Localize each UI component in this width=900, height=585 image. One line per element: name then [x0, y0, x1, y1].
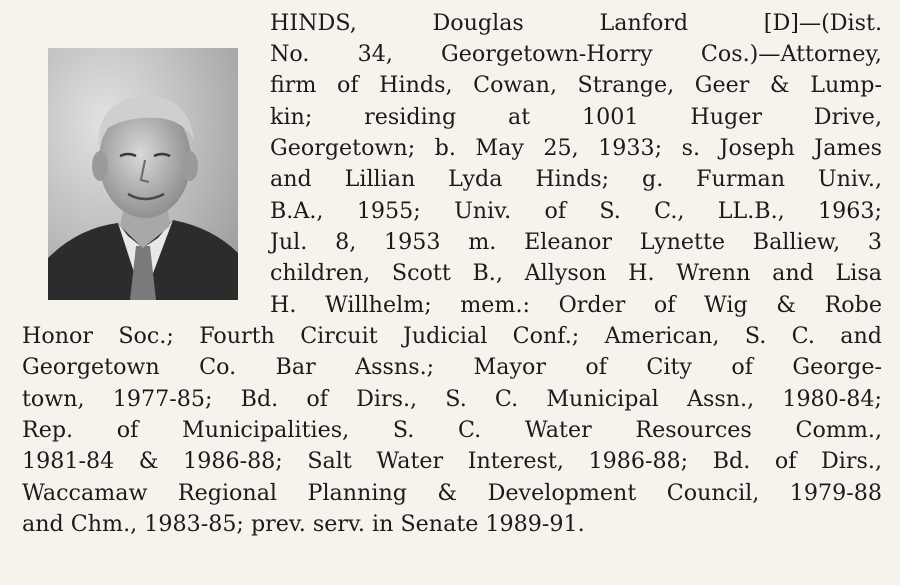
- text-line-7: B.A., 1955; Univ. of S. C., LL.B., 1963;: [270, 198, 882, 224]
- text-line-14: Rep. of Municipalities, S. C. Water Resources Comm.,: [22, 417, 882, 443]
- text-line-10: H. Willhelm; mem.: Order of Wig & Robe: [270, 292, 882, 318]
- text-line-4: kin; residing at 1001 Huger Drive,: [270, 104, 882, 130]
- text-line-9: children, Scott B., Allyson H. Wrenn and Lisa: [270, 260, 882, 286]
- text-line-12: Georgetown Co. Bar Assns.; Mayor of City of George-: [22, 354, 882, 380]
- text-line-6: and Lillian Lyda Hinds; g. Furman Univ.,: [270, 166, 882, 192]
- text-line-17: and Chm., 1983-85; prev. serv. in Senate 1989-91.: [22, 511, 585, 537]
- text-line-16: Waccamaw Regional Planning & Development Council, 1979-88: [22, 480, 882, 506]
- text-line-13: town, 1977-85; Bd. of Dirs., S. C. Municipal Assn., 1980-84;: [22, 386, 882, 412]
- text-line-11: Honor Soc.; Fourth Circuit Judicial Conf.; American, S. C. and: [22, 323, 882, 349]
- text-line-15: 1981-84 & 1986-88; Salt Water Interest, 1986-88; Bd. of Dirs.,: [22, 448, 882, 474]
- text-line-8: Jul. 8, 1953 m. Eleanor Lynette Balliew, 3: [270, 229, 882, 255]
- portrait-photo: [48, 48, 238, 300]
- text-line-5: Georgetown; b. May 25, 1933; s. Joseph James: [270, 135, 882, 161]
- text-line-2: No. 34, Georgetown-Horry Cos.)—Attorney,: [270, 41, 882, 67]
- text-line-3: firm of Hinds, Cowan, Strange, Geer & Lump-: [270, 72, 882, 98]
- text-line-1: HINDS, Douglas Lanford [D]—(Dist.: [270, 10, 882, 36]
